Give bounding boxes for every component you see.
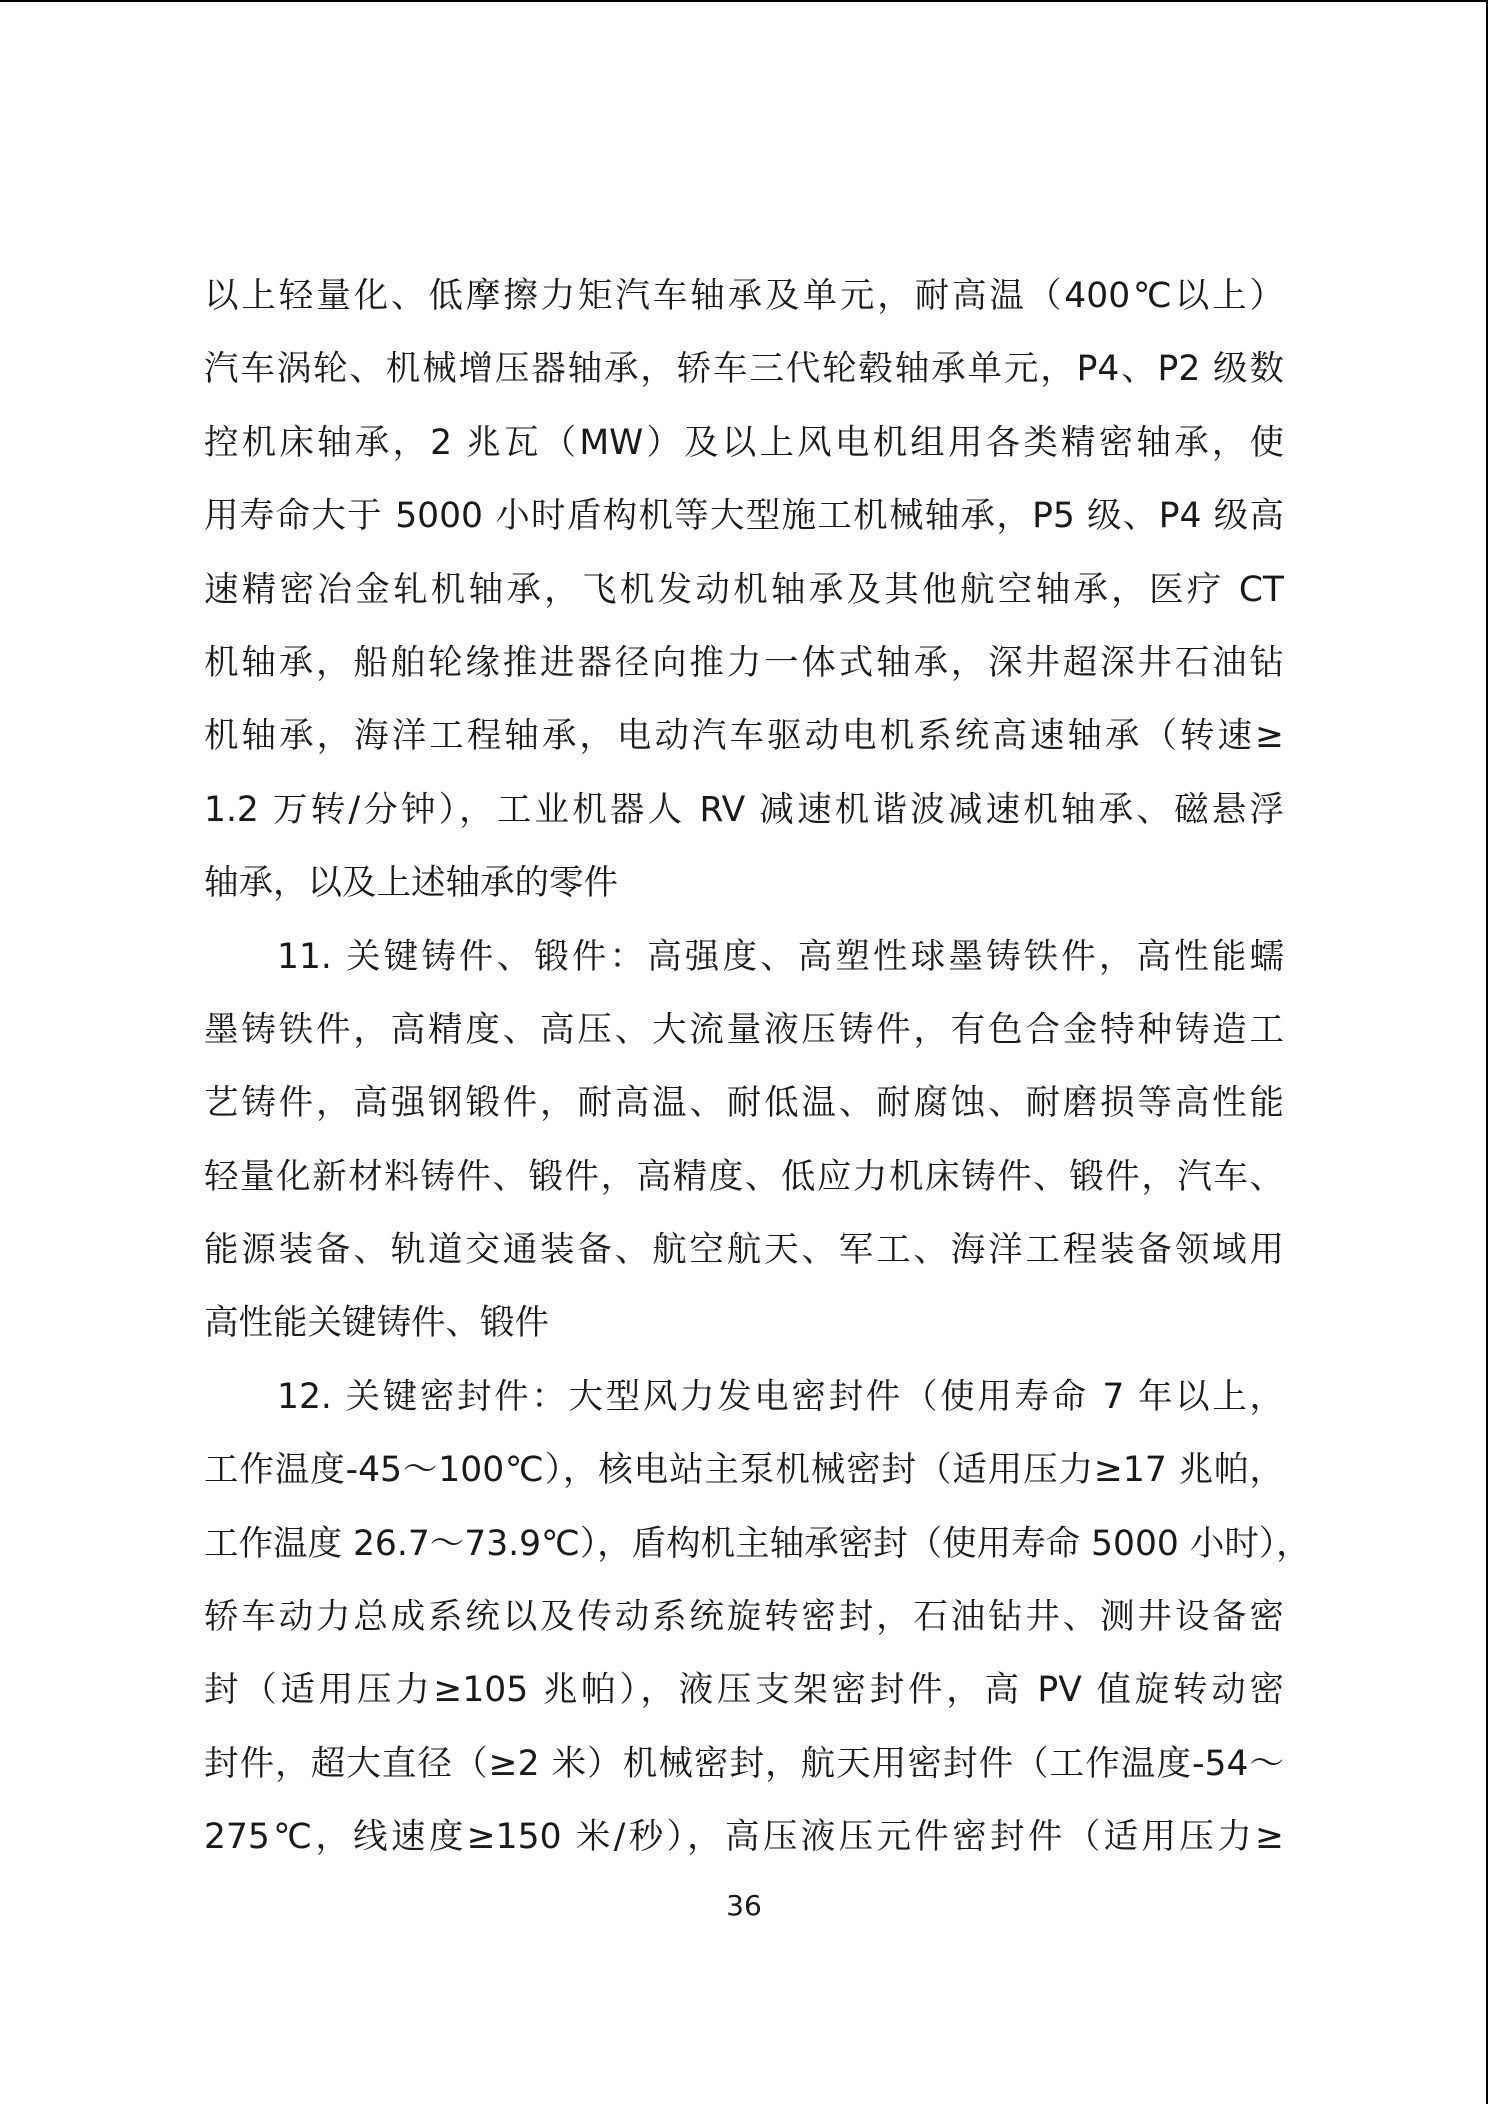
text-line: 封（适用压力≥105 兆帕），液压支架密封件，高 PV 值旋转动密 <box>204 1670 1284 1711</box>
paragraph-seals <box>204 1361 1311 1875</box>
text-line: 能源装备、轨道交通装备、航空航天、军工、海洋工程装备领域用 <box>204 1230 1284 1271</box>
page-number: 36 <box>726 1889 762 1922</box>
paragraph-castings-forgings <box>204 921 1284 1361</box>
text-line: 机轴承，海洋工程轴承，电动汽车驱动电机系统高速轴承（转速≥ <box>204 716 1284 757</box>
text-line: 轴承，以及上述轴承的零件 <box>204 863 618 904</box>
text-line: 速精密冶金轧机轴承，飞机发动机轴承及其他航空轴承，医疗 CT <box>204 569 1284 610</box>
text-line: 封件，超大直径（≥2 米）机械密封，航天用密封件（工作温度-54～ <box>204 1743 1284 1784</box>
body-text <box>204 260 1311 1875</box>
text-line: 汽车涡轮、机械增压器轴承，轿车三代轮毂轴承单元，P4、P2 级数 <box>204 349 1284 390</box>
text-line: 艺铸件，高强钢锻件，耐高温、耐低温、耐腐蚀、耐磨损等高性能 <box>204 1083 1284 1124</box>
text-line: 轿车动力总成系统以及传动系统旋转密封，石油钻井、测井设备密 <box>204 1597 1284 1638</box>
text-line: 工作温度-45～100℃），核电站主泵机械密封（适用压力≥17 兆帕， <box>204 1450 1284 1491</box>
text-line: 控机床轴承，2 兆瓦（MW）及以上风电机组用各类精密轴承，使 <box>204 422 1284 463</box>
text-line: 用寿命大于 5000 小时盾构机等大型施工机械轴承，P5 级、P4 级高 <box>204 496 1284 537</box>
paragraph-bearings-continued <box>204 260 1284 921</box>
text-line: 1.2 万转/分钟），工业机器人 RV 减速机谐波减速机轴承、磁悬浮 <box>204 789 1284 830</box>
text-line: 机轴承，船舶轮缘推进器径向推力一体式轴承，深井超深井石油钻 <box>204 642 1284 683</box>
text-line: 275℃，线速度≥150 米/秒），高压液压元件密封件（适用压力≥ <box>204 1817 1284 1858</box>
text-line: 11. 关键铸件、锻件：高强度、高塑性球墨铸铁件，高性能蠕 <box>277 936 1284 977</box>
text-line: 高性能关键铸件、锻件 <box>204 1303 549 1344</box>
text-line: 墨铸铁件，高精度、高压、大流量液压铸件，有色合金特种铸造工 <box>204 1009 1284 1050</box>
text-line: 以上轻量化、低摩擦力矩汽车轴承及单元，耐高温（400℃以上） <box>204 276 1284 316</box>
text-line: 轻量化新材料铸件、锻件，高精度、低应力机床铸件、锻件，汽车、 <box>204 1156 1284 1197</box>
text-line: 工作温度 26.7～73.9℃），盾构机主轴承密封（使用寿命 5000 小时）， <box>204 1523 1311 1564</box>
text-line: 12. 关键密封件：大型风力发电密封件（使用寿命 7 年以上， <box>277 1376 1284 1417</box>
